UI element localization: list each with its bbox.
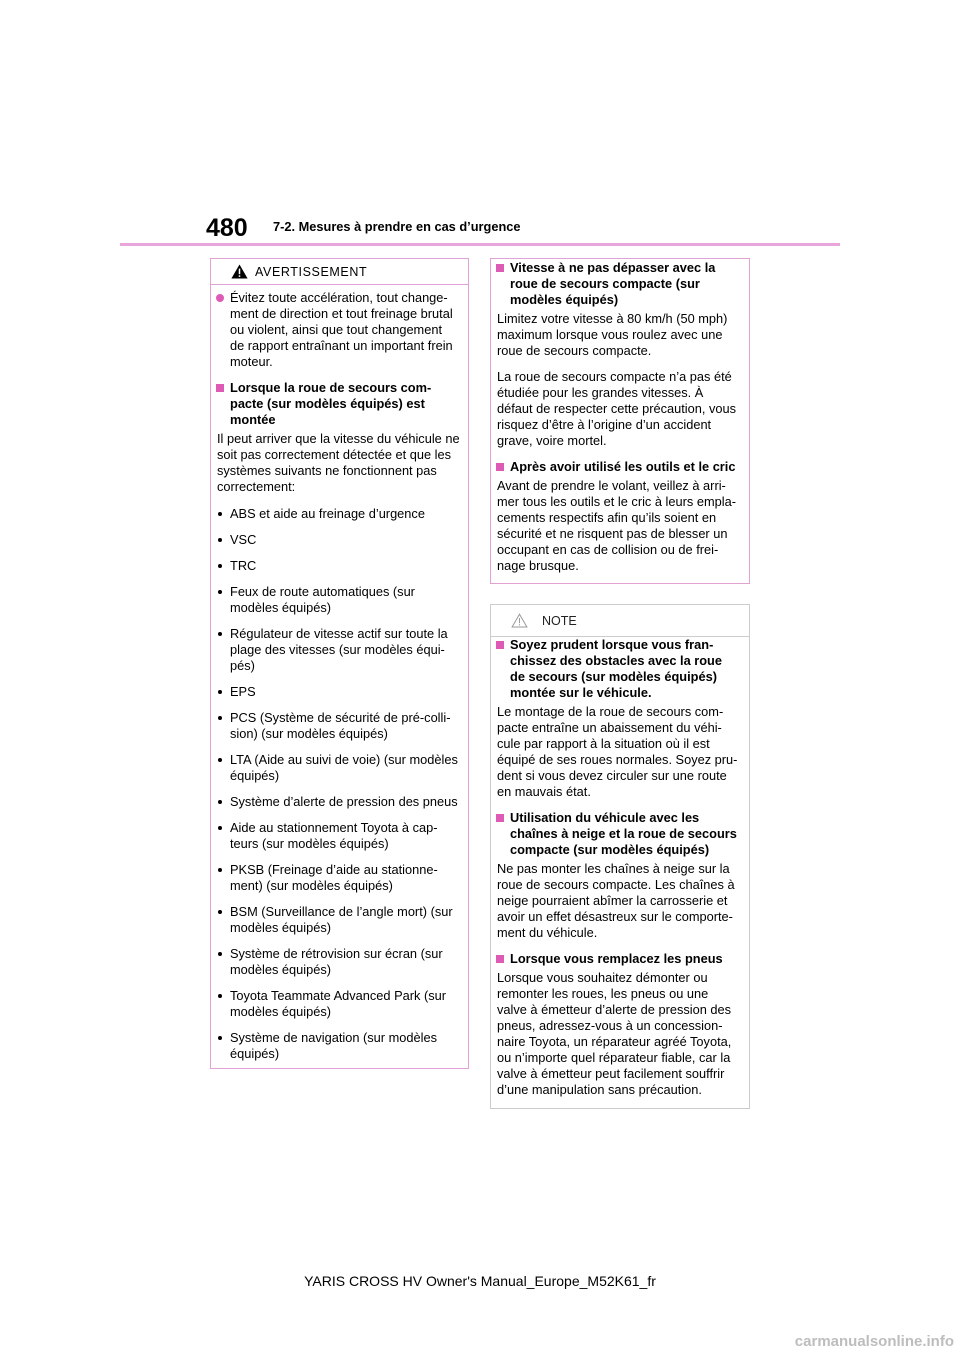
square-bullet-icon bbox=[496, 641, 504, 649]
note-box bbox=[490, 604, 750, 1109]
list-item-text: Toyota Teammate Advanced Park (sur modèles équipés) bbox=[230, 988, 446, 1019]
list-item bbox=[217, 532, 462, 548]
bullet-dot-icon bbox=[218, 910, 222, 914]
paragraph: Limitez votre vitesse à 80 km/h (50 mph) maximum lorsque vous roulez avec une roue de secours compacte. bbox=[497, 311, 728, 358]
list-item bbox=[217, 1030, 462, 1062]
subheading-text: Soyez prudent lorsque vous fran- chissez des obstacles avec la roue de secours (sur modèles équipés) montée sur le véhicule. bbox=[510, 637, 722, 700]
subheading-tools-jack bbox=[497, 459, 743, 475]
manual-footer: YARIS CROSS HV Owner's Manual_Europe_M52K61_fr bbox=[304, 1273, 656, 1289]
list-item-text: Feux de route automatiques (sur modèles équipés) bbox=[230, 584, 415, 615]
bullet-dot-icon bbox=[218, 590, 222, 594]
list-item-text: Système d’alerte de pression des pneus bbox=[230, 794, 458, 809]
warning-box bbox=[210, 258, 469, 1069]
list-item bbox=[217, 820, 462, 852]
list-item-text: PCS (Système de sécurité de pré-colli- sion) (sur modèles équipés) bbox=[230, 710, 451, 741]
bullet-dot-icon bbox=[218, 716, 222, 720]
circle-bullet-icon bbox=[216, 294, 224, 302]
bullet-dot-icon bbox=[218, 868, 222, 872]
site-watermark: carmanualsonline.info bbox=[794, 1333, 954, 1350]
subheading-spare-speed bbox=[497, 260, 743, 308]
square-bullet-icon bbox=[496, 463, 504, 471]
warning-box-body bbox=[211, 285, 468, 1062]
subheading-text: Lorsque la roue de secours com- pacte (sur modèles équipés) est montée bbox=[230, 380, 432, 427]
bullet-dot-icon bbox=[218, 564, 222, 568]
list-item bbox=[217, 862, 462, 894]
subheading-obstacles bbox=[497, 637, 743, 701]
list-item bbox=[217, 684, 462, 700]
subheading-text: Lorsque vous remplacez les pneus bbox=[510, 951, 723, 966]
bullet-dot-icon bbox=[218, 632, 222, 636]
note-box-title: NOTE bbox=[542, 613, 577, 628]
warning-bullet-text: Évitez toute accélération, tout change- ment de direction et tout freinage brutal ou violent, ainsi que tout changement de rapport entraînant un important frein moteur. bbox=[230, 290, 453, 369]
paragraph: Ne pas monter les chaînes à neige sur la roue de secours compacte. Les chaînes à neige pourraient abîmer la carrosserie et avoir un effet désastreux sur le comporte- ment du véhicule. bbox=[497, 861, 735, 940]
list-item bbox=[217, 506, 462, 522]
warning-box-title: AVERTISSEMENT bbox=[255, 264, 368, 279]
subheading-replacing-tires bbox=[497, 951, 743, 967]
subheading bbox=[217, 380, 462, 428]
header-rule bbox=[120, 243, 840, 246]
list-item-text: TRC bbox=[230, 558, 257, 573]
list-item-text: ABS et aide au freinage d’urgence bbox=[230, 506, 425, 521]
warning-box-continued-body bbox=[491, 259, 749, 574]
bullet-dot-icon bbox=[218, 758, 222, 762]
bullet-dot-icon bbox=[218, 512, 222, 516]
list-item-text: Système de navigation (sur modèles équipés) bbox=[230, 1030, 437, 1061]
bullet-dot-icon bbox=[218, 826, 222, 830]
note-box-header bbox=[491, 605, 749, 637]
warning-box-header bbox=[211, 259, 468, 285]
list-item bbox=[217, 710, 462, 742]
list-item-text: EPS bbox=[230, 684, 256, 699]
caution-triangle-icon bbox=[511, 613, 528, 628]
warning-box-continued bbox=[490, 258, 750, 584]
subheading-text: Après avoir utilisé les outils et le cric bbox=[510, 459, 736, 474]
affected-systems-list bbox=[217, 506, 462, 1062]
list-item-text: PKSB (Freinage d’aide au stationne- ment) (sur modèles équipés) bbox=[230, 862, 438, 893]
list-item bbox=[217, 752, 462, 784]
subheading-text: Vitesse à ne pas dépasser avec la roue de secours compacte (sur modèles équipés) bbox=[510, 260, 716, 307]
list-item bbox=[217, 558, 462, 574]
list-item-text: VSC bbox=[230, 532, 257, 547]
bullet-dot-icon bbox=[218, 690, 222, 694]
list-item bbox=[217, 794, 462, 810]
list-item bbox=[217, 584, 462, 616]
list-item bbox=[217, 904, 462, 936]
list-item bbox=[217, 626, 462, 674]
list-item bbox=[217, 988, 462, 1020]
square-bullet-icon bbox=[496, 264, 504, 272]
note-box-body bbox=[491, 637, 749, 1098]
list-item-text: BSM (Surveillance de l’angle mort) (sur modèles équipés) bbox=[230, 904, 453, 935]
paragraph: La roue de secours compacte n’a pas été étudiée pour les grandes vitesses. À défaut de respecter cette précaution, vous risquez d’être à l’origine d’un accident grave, voire mortel. bbox=[497, 369, 737, 448]
square-bullet-icon bbox=[496, 955, 504, 963]
square-bullet-icon bbox=[496, 814, 504, 822]
warning-bullet-item bbox=[217, 290, 462, 370]
subheading-snow-chains bbox=[497, 810, 743, 858]
square-bullet-icon bbox=[216, 384, 224, 392]
list-item bbox=[217, 946, 462, 978]
bullet-dot-icon bbox=[218, 800, 222, 804]
subheading-text: Utilisation du véhicule avec les chaînes à neige et la roue de secours compacte (sur modèles équipés) bbox=[510, 810, 737, 857]
warning-triangle-icon bbox=[231, 264, 248, 279]
paragraph: Avant de prendre le volant, veillez à arri- mer tous les outils et le cric à leurs empla- cements respectifs afin qu’ils soient en sécurité et ne risquent pas de blesser un occupant en cas de collision ou de frei- nage brusque. bbox=[497, 478, 736, 573]
bullet-dot-icon bbox=[218, 952, 222, 956]
list-item-text: Système de rétrovision sur écran (sur modèles équipés) bbox=[230, 946, 443, 977]
paragraph: Le montage de la roue de secours com- pacte entraîne un abaissement du véhi- cule par rapport à la situation où il est équipé de ses roues normales. Soyez pru- dent si vous devez circuler sur une route en mauvais état. bbox=[497, 704, 738, 799]
paragraph: Lorsque vous souhaitez démonter ou remonter les roues, les pneus ou une valve à émetteur d’alerte de pression des pneus, adressez-vous à un concession- naire Toyota, un réparateur agréé Toyota, ou n’importe quel réparateur fiable, car la valve à émetteur peut facilement souffrir d’une manipulation sans précaution. bbox=[497, 970, 732, 1097]
bullet-dot-icon bbox=[218, 1036, 222, 1040]
page-number: 480 bbox=[206, 214, 248, 242]
list-item-text: LTA (Aide au suivi de voie) (sur modèles équipés) bbox=[230, 752, 458, 783]
bullet-dot-icon bbox=[218, 538, 222, 542]
section-title: 7-2. Mesures à prendre en cas d’urgence bbox=[273, 219, 521, 234]
list-item-text: Régulateur de vitesse actif sur toute la plage des vitesses (sur modèles équi- pés) bbox=[230, 626, 448, 673]
list-item-text: Aide au stationnement Toyota à cap- teurs (sur modèles équipés) bbox=[230, 820, 438, 851]
paragraph: Il peut arriver que la vitesse du véhicule ne soit pas correctement détectée et que les systèmes suivants ne fonctionnent pas correctement: bbox=[217, 431, 460, 494]
bullet-dot-icon bbox=[218, 994, 222, 998]
